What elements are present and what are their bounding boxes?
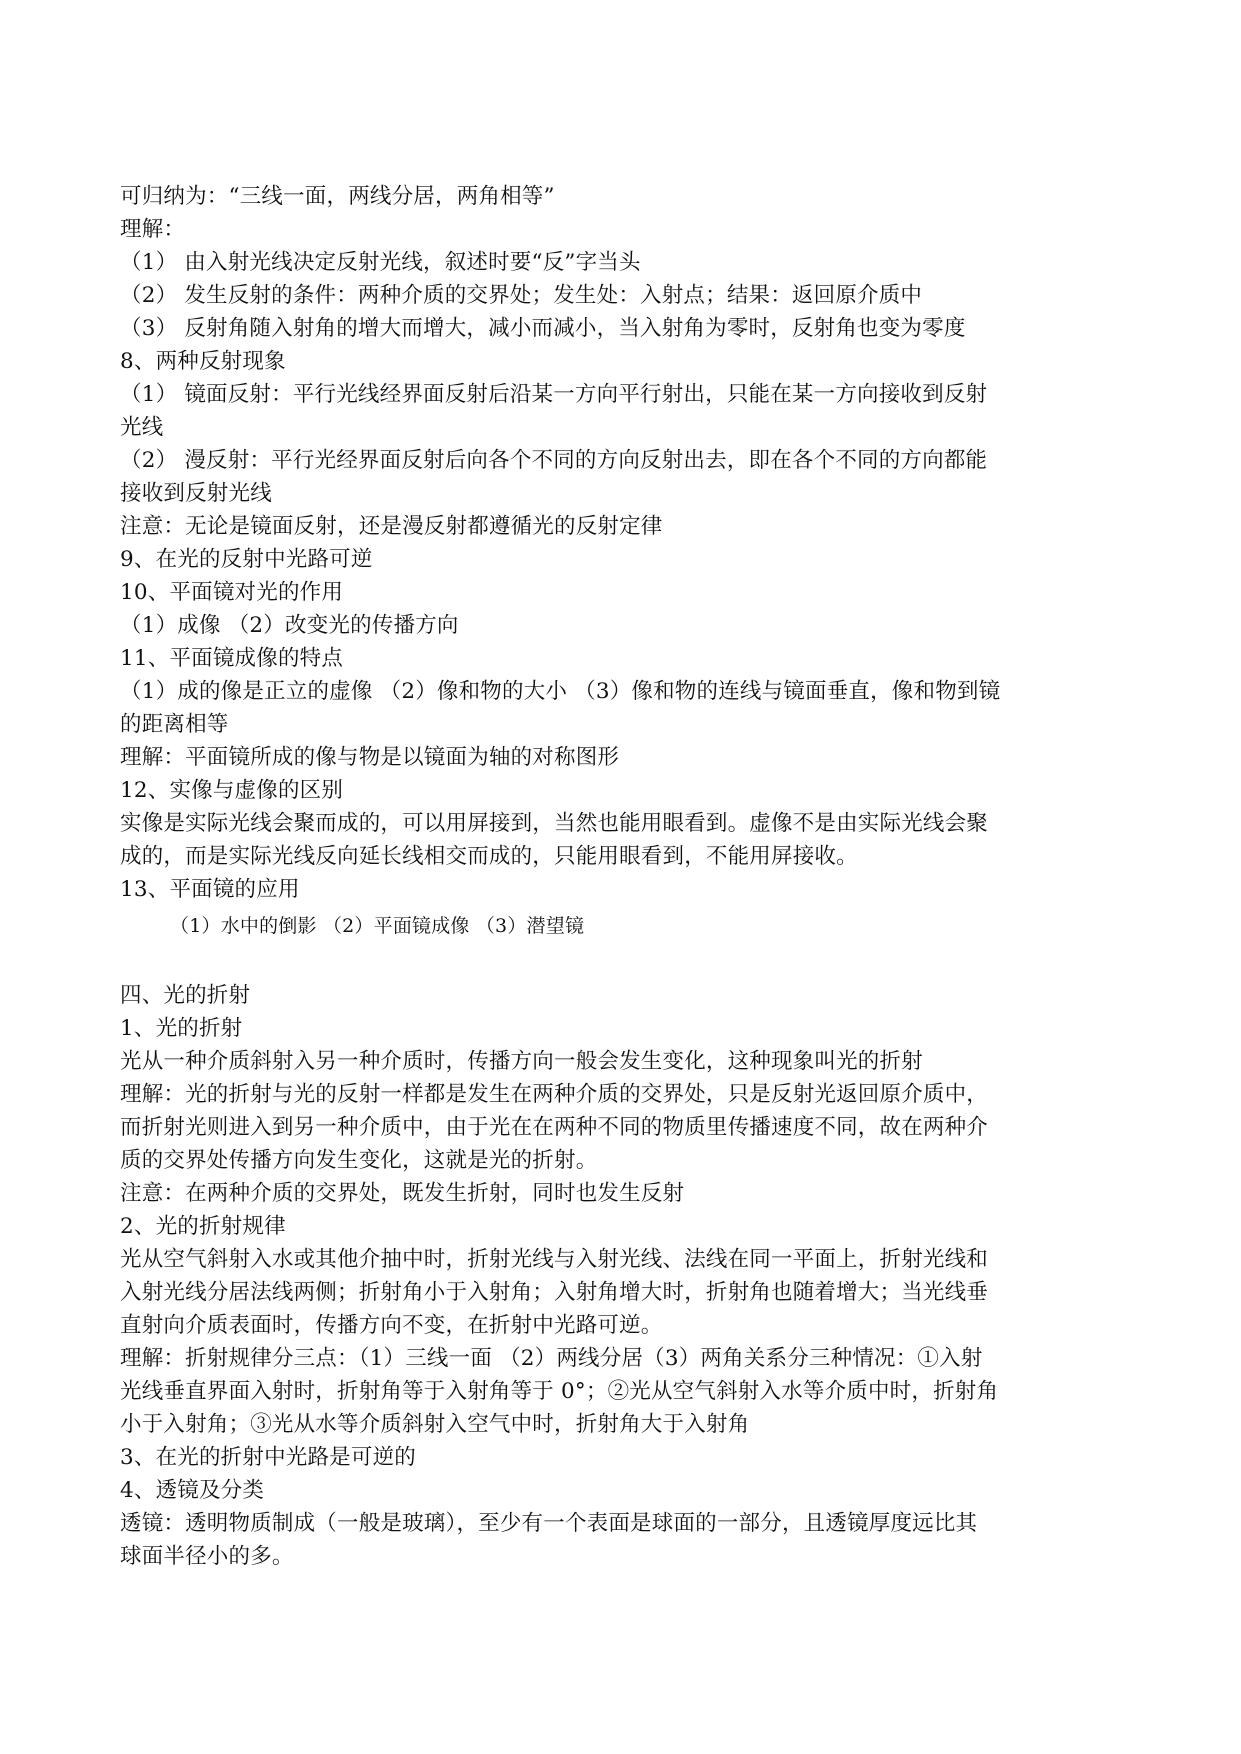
- section-heading: 3、在光的折射中光路是可逆的: [120, 1445, 416, 1470]
- text-line: 理解：: [120, 217, 186, 242]
- text-line: 理解：折射规律分三点：（1）三线一面 （2）两线分居（3）两角关系分三种情况：①入射: [120, 1346, 983, 1371]
- text-line: （1） 由入射光线决定反射光线，叙述时要“反”字当头: [120, 250, 641, 275]
- text-line: （3） 反射角随入射角的增大而增大，减小而减小，当入射角为零时，反射角也变为零度: [120, 316, 966, 341]
- text-line: 光线垂直界面入射时，折射角等于入射角等于 0°；②光从空气斜射入水等介质中时，折射角: [120, 1379, 999, 1404]
- text-line: 接收到反射光线: [120, 481, 272, 506]
- section-heading: 9、在光的反射中光路可逆: [120, 547, 373, 572]
- note-line: 注意：在两种介质的交界处，既发生折射，同时也发生反射: [120, 1181, 685, 1206]
- text-line: 入射光线分居法线两侧；折射角小于入射角；入射角增大时，折射角也随着增大；当光线垂: [120, 1280, 989, 1305]
- text-line: 质的交界处传播方向发生变化，这就是光的折射。: [120, 1148, 598, 1173]
- text-line: 实像是实际光线会聚而成的，可以用屏接到，当然也能用眼看到。虚像不是由实际光线会聚: [120, 811, 989, 836]
- text-line: 球面半径小的多。: [120, 1544, 294, 1569]
- text-line: （2） 发生反射的条件：两种介质的交界处；发生处：入射点；结果：返回原介质中: [120, 283, 923, 308]
- text-line: （2） 漫反射：平行光经界面反射后向各个不同的方向反射出去，即在各个不同的方向都能: [120, 448, 988, 473]
- text-line: 直射向介质表面时，传播方向不变，在折射中光路可逆。: [120, 1313, 663, 1338]
- section-heading: 4、透镜及分类: [120, 1478, 265, 1503]
- text-line: 光线: [120, 415, 164, 440]
- text-line: （1） 镜面反射：平行光线经界面反射后沿某一方向平行射出，只能在某一方向接收到反射: [120, 382, 988, 407]
- text-line: 光从一种介质斜射入另一种介质时，传播方向一般会发生变化，这种现象叫光的折射: [120, 1049, 923, 1074]
- document-body: [120, 180, 1125, 1573]
- text-line: 理解：光的折射与光的反射一样都是发生在两种介质的交界处，只是反射光返回原介质中，: [120, 1082, 989, 1107]
- text-line: 可归纳为：“三线一面，两线分居，两角相等”: [120, 184, 555, 209]
- section-heading: 8、两种反射现象: [120, 349, 286, 374]
- section-heading: 10、平面镜对光的作用: [120, 580, 344, 605]
- text-line: 成的，而是实际光线反向延长线相交而成的，只能用眼看到，不能用屏接收。: [120, 844, 858, 869]
- chapter-heading: 四、光的折射: [120, 983, 251, 1008]
- text-line: （1）成的像是正立的虚像 （2）像和物的大小 （3）像和物的连线与镜面垂直，像和物到镜: [120, 679, 1001, 704]
- section-heading: 2、光的折射规律: [120, 1214, 286, 1239]
- blank-line: [120, 946, 1125, 979]
- text-line: 而折射光则进入到另一种介质中，由于光在在两种不同的物质里传播速度不同，故在两种介: [120, 1115, 989, 1140]
- section-heading: 11、平面镜成像的特点: [120, 646, 344, 671]
- text-line: （1）水中的倒影 （2）平面镜成像 （3）潜望镜: [170, 915, 585, 937]
- section-heading: 1、光的折射: [120, 1016, 243, 1041]
- text-line: 小于入射角；③光从水等介质斜射入空气中时，折射角大于入射角: [120, 1412, 750, 1437]
- section-heading: 13、平面镜的应用: [120, 877, 300, 902]
- note-line: 注意：无论是镜面反射，还是漫反射都遵循光的反射定律: [120, 514, 663, 539]
- text-line: 光从空气斜射入水或其他介抽中时，折射光线与入射光线、法线在同一平面上，折射光线和: [120, 1247, 989, 1272]
- text-line: （1）成像 （2）改变光的传播方向: [120, 613, 459, 638]
- text-line: 的距离相等: [120, 712, 229, 737]
- text-line: 透镜：透明物质制成（一般是玻璃），至少有一个表面是球面的一部分，且透镜厚度远比其: [120, 1511, 978, 1536]
- section-heading: 12、实像与虚像的区别: [120, 778, 344, 803]
- text-line: 理解：平面镜所成的像与物是以镜面为轴的对称图形: [120, 745, 620, 770]
